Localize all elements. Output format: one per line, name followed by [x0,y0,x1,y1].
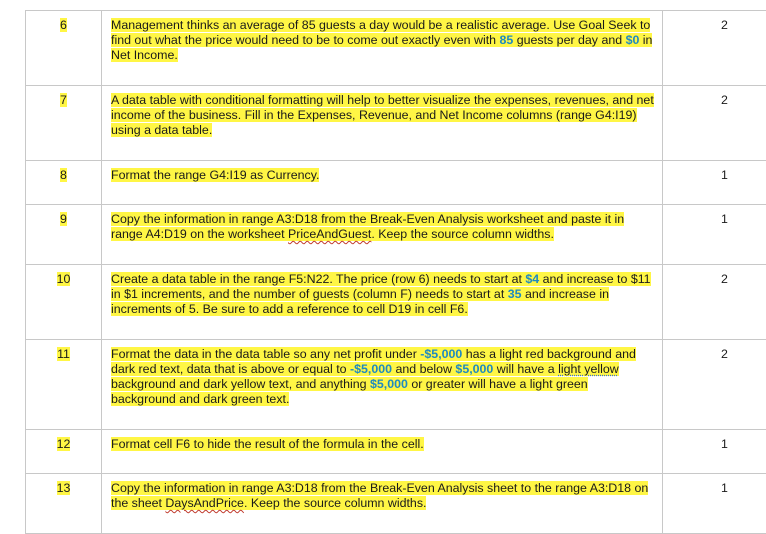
step-description-cell [102,11,663,86]
step-description-cell [102,86,663,161]
instructions-table [25,10,766,534]
step-description: Format the data in the data table so any net profit under -$5,000 has a light red background and dark red text, data that is above or equal to -$5,000 and below $5,000 will have a light yellow background and dark yellow text, and anything $5,000 or greater will have a light green background and dark green text. [111,347,636,406]
step-description-cell [102,265,663,340]
table-row [26,11,766,86]
points-cell: 1 [663,474,766,534]
step-number: 7 [60,93,67,107]
step-description: Management thinks an average of 85 guests a day would be a realistic average. Use Goal Seek to find out what the price would need to be to come out exactly even with 85 guests per day and $0 in Net Income. [111,18,652,62]
highlighted-value: $0 [626,33,640,47]
step-description: Format the range G4:I19 as Currency. [111,168,319,182]
step-number: 9 [60,212,67,226]
points-cell: 1 [663,430,766,474]
points-cell: 1 [663,205,766,265]
table-row [26,161,766,205]
highlighted-value: 85 [499,33,513,47]
misspelled-sheet-name: PriceAndGuest [288,227,371,241]
step-number-cell [26,205,102,265]
table-row [26,265,766,340]
step-description-cell [102,161,663,205]
step-number-cell [26,340,102,430]
highlighted-value: 35 [508,287,522,301]
points-cell: 2 [663,11,766,86]
step-number-cell [26,11,102,86]
step-number-cell [26,86,102,161]
step-description: A data table with conditional formatting will help to better visualize the expenses, revenues, and net income of the business. Fill in the Expenses, Revenue, and Net Income columns (range G4:I19) using a data table. [111,93,654,137]
step-description: Copy the information in range A3:D18 from the Break-Even Analysis sheet to the range A3:D18 on the sheet DaysAndPrice. Keep the source column widths. [111,481,648,510]
step-number-cell [26,265,102,340]
table-row [26,430,766,474]
step-number: 11 [57,347,70,361]
step-description-cell [102,340,663,430]
step-number: 8 [60,168,67,182]
step-description-cell [102,205,663,265]
table-row [26,474,766,534]
highlighted-value: -$5,000 [420,347,462,361]
step-description: Copy the information in range A3:D18 from the Break-Even Analysis worksheet and paste it in range A4:D19 on the worksheet PriceAndGuest. Keep the source column widths. [111,212,624,241]
step-number: 6 [60,18,67,32]
highlighted-value: $4 [525,272,539,286]
points-cell: 2 [663,265,766,340]
highlighted-value: -$5,000 [350,362,392,376]
step-number-cell [26,161,102,205]
step-description: Format cell F6 to hide the result of the formula in the cell. [111,437,424,451]
step-description-cell [102,430,663,474]
step-number: 13 [57,481,71,495]
points-cell: 2 [663,86,766,161]
step-number-cell [26,430,102,474]
points-cell: 2 [663,340,766,430]
table-row [26,340,766,430]
misspelled-sheet-name: DaysAndPrice [165,496,244,510]
table-row [26,86,766,161]
table-row [26,205,766,265]
highlighted-value: $5,000 [370,377,408,391]
step-number-cell [26,474,102,534]
step-number: 12 [57,437,71,451]
flagged-phrase: light yellow [558,362,619,376]
step-number: 10 [57,272,71,286]
step-description-cell [102,474,663,534]
points-cell: 1 [663,161,766,205]
step-description: Create a data table in the range F5:N22. The price (row 6) needs to start at $4 and increase to $11 in $1 increments, and the number of guests (column F) needs to start at 35 and increase in increments of 5. Be sure to add a reference to cell D19 in cell F6. [111,272,651,316]
highlighted-value: $5,000 [455,362,493,376]
